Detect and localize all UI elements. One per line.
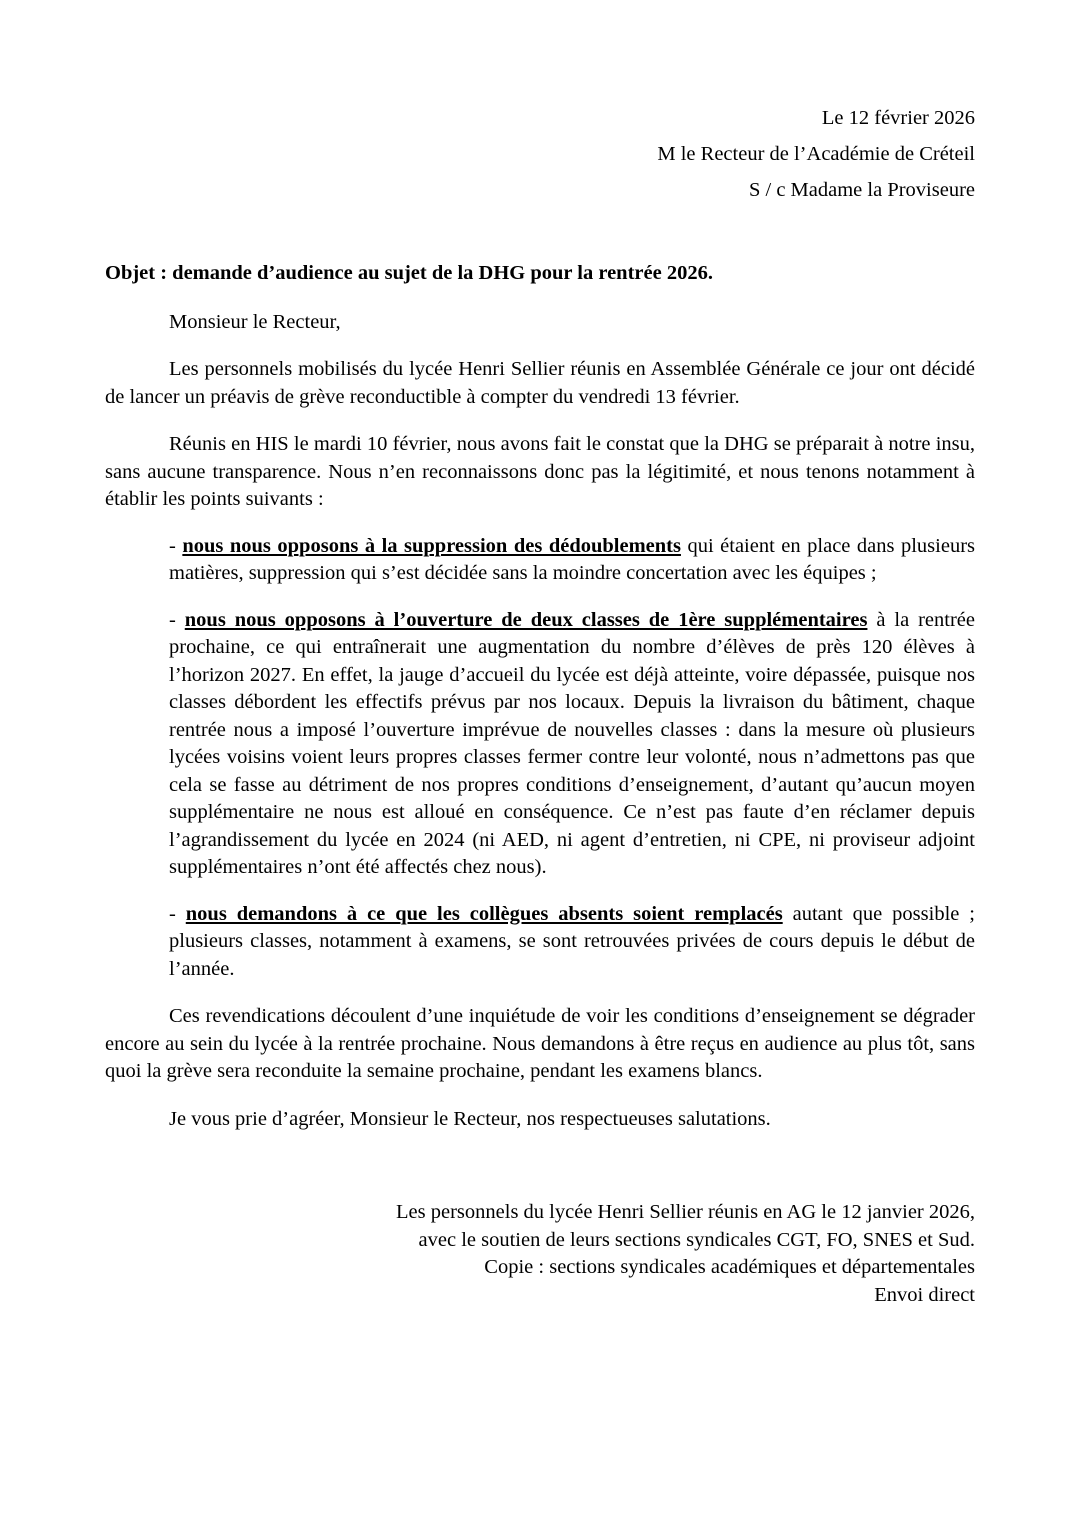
paragraph-context: Réunis en HIS le mardi 10 février, nous avons fait le constat que la DHG se préparait à notre insu, sans aucune transparence. Nous n’en reconnaissons donc pas la légitimité, et nous tenons notamment à établir les points suivants : [105,433,975,510]
letter-via: S / c Madame la Proviseure [748,179,975,201]
signature-line-authors: Les personnels du lycée Henri Sellier réunis en AG le 12 janvier 2026, [396,1201,975,1223]
signature-block [105,1199,975,1309]
signature-line-unions: avec le soutien de leurs sections syndicales CGT, FO, SNES et Sud. [418,1228,975,1251]
letter-recipient: M le Recteur de l’Académie de Créteil [657,143,975,165]
subject-line: Objet : demande d’audience au sujet de la DHG pour la rentrée 2026. [105,262,713,284]
salutation: Monsieur le Recteur, [169,310,341,333]
paragraph-intro: Les personnels mobilisés du lycée Henri Sellier réunis en Assemblée Générale ce jour ont décidé de lancer un préavis de grève reconductible à compter du vendredi 13 février. [105,358,975,408]
demand-item-3 [169,901,975,984]
demand-dash: - [169,534,183,557]
demand-rest: qui étaient en place dans plusieurs matières, suppression qui s’est décidée sans la moindre concertation avec les équipes ; [169,534,975,584]
letter-header [105,100,975,208]
signature-line-copy: Copie : sections syndicales académiques et départementales [484,1256,975,1278]
demand-lead: nous demandons à ce que les collègues absents soient remplacés [185,902,783,925]
demand-lead: nous nous opposons à la suppression des dédoublements [182,534,681,557]
demand-list [169,533,975,984]
demand-dash: - [169,902,186,925]
paragraph-politeness: Je vous prie d’agréer, Monsieur le Recteur, nos respectueuses salutations. [169,1107,771,1130]
paragraph-conclusion: Ces revendications découlent d’une inquiétude de voir les conditions d’enseignement se dégrader encore au sein du lycée à la rentrée prochaine. Nous demandons à être reçus en audience au plus tôt, sans quoi la grève sera reconduite la semaine prochaine, pendant les examens blancs. [105,1005,975,1082]
demand-item-1 [169,533,975,588]
letter-date: Le 12 février 2026 [821,107,975,129]
demand-rest: autant que possible ; plusieurs classes, notamment à examens, se sont retrouvées privées de cours depuis le début de l’année. [169,902,975,980]
demand-lead: nous nous opposons à l’ouverture de deux classes de 1ère supplémentaires [184,608,868,631]
demand-dash: - [169,608,185,631]
demand-item-2 [169,607,975,882]
signature-line-delivery: Envoi direct [874,1283,975,1306]
demand-rest: à la rentrée prochaine, ce qui entraînerait une augmentation du nombre d’élèves de près 120 élèves à l’horizon 2027. En effet, la jauge d’accueil du lycée est déjà atteinte, voire dépassée, puisque nos classes débordent les effectifs prévus par nos locaux. Depuis la livraison du bâtiment, chaque rentrée nous a imposé l’ouverture imprévue de nouvelles classes : dans la mesure où plusieurs lycées voisins voient leurs propres classes fermer contre leur volonté, nous n’admettons pas que cela se fasse au détriment de nos propres conditions d’enseignement, d’autant qu’aucun moyen supplémentaire ne nous est alloué en conséquence. Ce n’est pas faute d’en réclamer depuis l’agrandissement du lycée en 2024 (ni AED, ni agent d’entretien, ni CPE, ni proviseur adjoint supplémentaires n’ont été affectés chez nous). [169,608,975,878]
